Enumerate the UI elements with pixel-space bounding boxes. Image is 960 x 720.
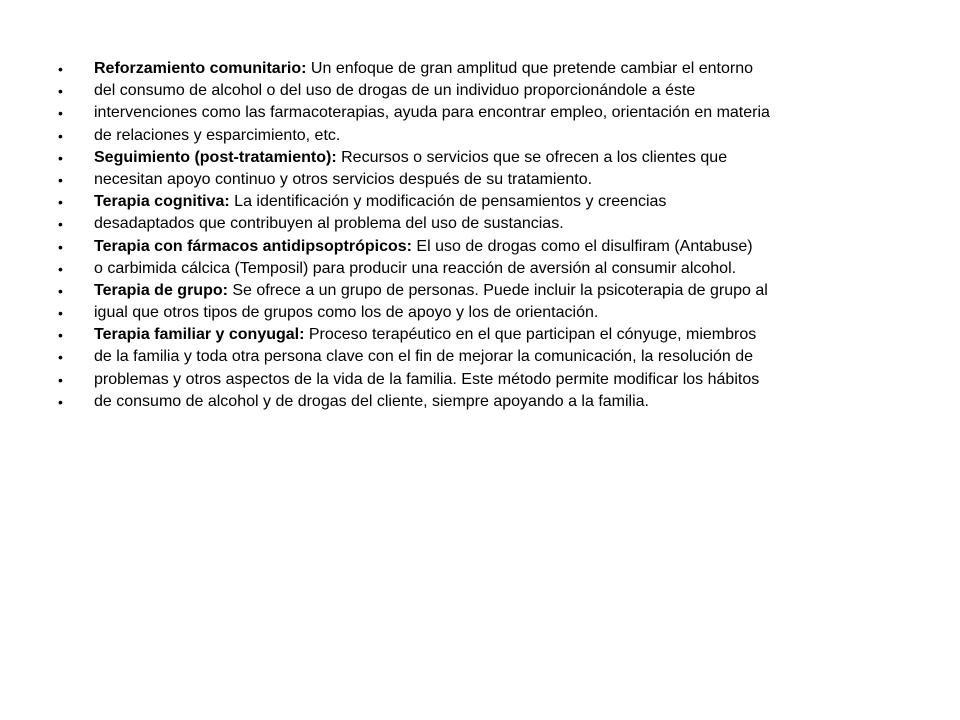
bullet-icon: • [58,127,63,144]
bullet-icon: • [58,149,63,166]
bullet-icon: • [58,194,63,211]
bullet-line [0,102,960,124]
bullet-list [0,58,960,413]
bullet-line [0,391,960,413]
bullet-icon: • [58,305,63,322]
line-text: intervenciones como las farmacoterapias, ayuda para encontrar empleo, orientación en materia [94,104,770,122]
bullet-line [0,236,960,258]
bullet-icon: • [58,260,63,277]
bullet-icon: • [58,171,63,188]
line-text: de la familia y toda otra persona clave con el fin de mejorar la comunicación, la resolución de [94,348,754,366]
line-text: del consumo de alcohol o del uso de drogas de un individuo proporcionándole a éste [94,82,696,100]
bullet-text [94,324,756,346]
bullet-icon: • [58,83,63,100]
bullet-icon: • [58,216,63,233]
bullet-icon: • [58,238,63,255]
bullet-line [0,80,960,102]
line-text: necesitan apoyo continuo y otros servicios después de su tratamiento. [94,170,593,188]
term-label: Terapia de grupo: [94,281,228,299]
bullet-icon: • [58,349,63,366]
bullet-icon: • [58,61,63,77]
bullet-text [94,346,753,368]
line-text: Se ofrece a un grupo de personas. Puede incluir la psicoterapia de grupo al [227,281,768,299]
bullet-line [0,302,960,324]
bullet-line [0,125,960,147]
bullet-text [94,369,759,391]
line-text: Un enfoque de gran amplitud que pretende cambiar el entorno [306,60,753,77]
bullet-text [94,391,649,413]
bullet-line [0,369,960,391]
line-text: de consumo de alcohol y de drogas del cliente, siempre apoyando a la familia. [94,392,649,410]
line-text: igual que otros tipos de grupos como los de apoyo y los de orientación. [94,304,599,322]
line-text: problemas y otros aspectos de la vida de la familia. Este método permite modificar los hábitos [94,370,760,388]
bullet-icon: • [58,105,63,122]
bullet-text [94,169,592,191]
bullet-line [0,346,960,368]
line-text: La identificación y modificación de pensamientos y creencias [229,193,667,211]
bullet-text [94,213,564,235]
bullet-text [94,147,727,169]
bullet-icon: • [58,327,63,344]
bullet-text [94,236,753,258]
bullet-text [94,302,598,324]
term-label: Seguimiento (post-tratamiento): [94,148,337,166]
line-text: Proceso terapéutico en el que participan el cónyuge, miembros [304,326,757,344]
line-text: de relaciones y esparcimiento, etc. [94,126,341,144]
bullet-text [94,125,340,147]
bullet-line [0,324,960,346]
bullet-text [94,280,768,302]
bullet-text [94,102,770,124]
bullet-icon: • [58,393,63,410]
bullet-line [0,213,960,235]
bullet-line [0,58,960,80]
bullet-icon: • [58,371,63,388]
term-label: Reforzamiento comunitario: [94,60,307,77]
bullet-text [94,191,666,213]
line-text: Recursos o servicios que se ofrecen a los clientes que [336,148,728,166]
bullet-text [94,58,753,80]
bullet-line [0,280,960,302]
bullet-line [0,169,960,191]
bullet-text [94,80,695,102]
term-label: Terapia cognitiva: [94,193,230,211]
bullet-line [0,147,960,169]
line-text: El uso de drogas como el disulfiram (Antabuse) [411,237,753,255]
term-label: Terapia con fármacos antidipsoptrópicos: [94,237,412,255]
line-text: o carbimida cálcica (Temposil) para producir una reacción de aversión al consumir alcohol. [94,259,737,277]
bullet-line [0,191,960,213]
bullet-line [0,258,960,280]
bullet-text [94,258,736,280]
line-text: desadaptados que contribuyen al problema del uso de sustancias. [94,215,564,233]
term-label: Terapia familiar y conyugal: [94,326,305,344]
bullet-icon: • [58,282,63,299]
